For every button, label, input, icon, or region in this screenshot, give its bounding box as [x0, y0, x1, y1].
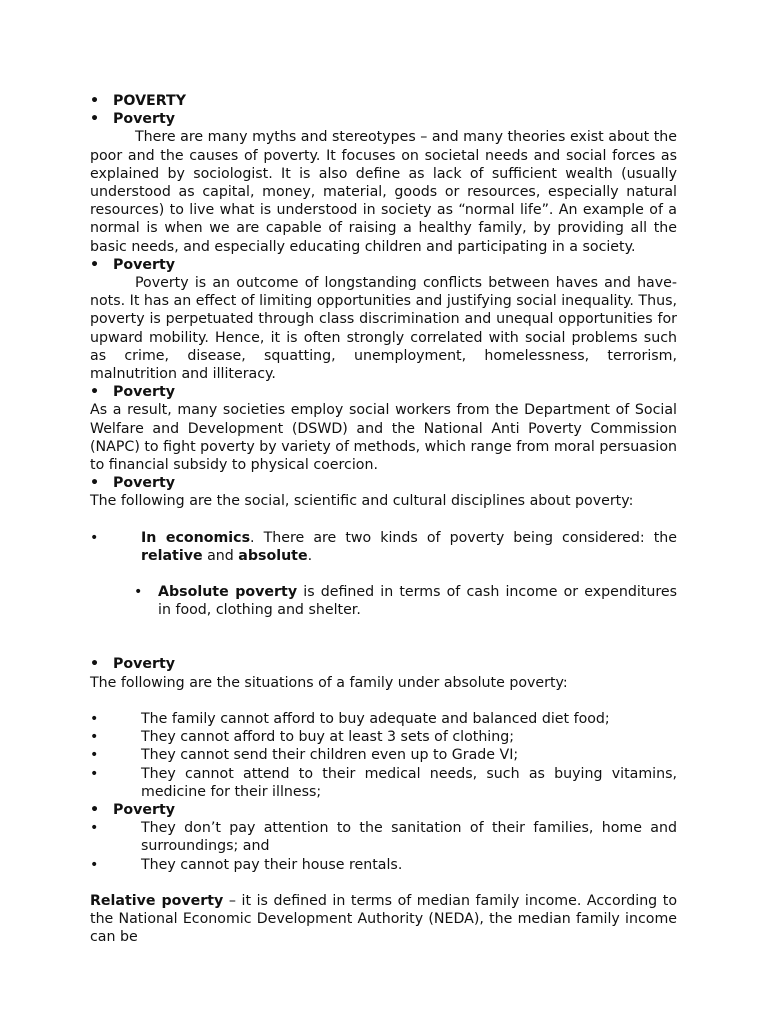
list-item-text: They cannot send their children even up to Grade VI; [141, 747, 519, 764]
bullet: • [90, 747, 99, 764]
heading-poverty-main [90, 92, 677, 110]
relative-poverty-label: Relative poverty [90, 892, 224, 909]
paragraph-outcome: Poverty is an outcome of longstanding conflicts between haves and have-nots. It has an effect of limiting opportunities and justifying social inequality. Thus, poverty is perpetuated through class discrimination and unequal opportunities for upward mobility. Hence, it is often strongly correlated with social problems such as crime, disease, squatting, unemployment, homelessness, terrorism, malnutrition and illiteracy. [90, 275, 677, 383]
heading-poverty-5 [90, 655, 677, 673]
heading-text: Poverty [113, 384, 176, 401]
list-item [90, 819, 677, 855]
bullet: • [90, 256, 100, 273]
list-item-text: The family cannot afford to buy adequate and balanced diet food; [141, 710, 610, 727]
heading-poverty-3 [90, 383, 677, 401]
heading-text: Poverty [113, 111, 176, 128]
heading-poverty-6 [90, 801, 677, 819]
heading-text: POVERTY [113, 93, 186, 109]
absolute-poverty-label: Absolute poverty [158, 584, 298, 601]
bullet: • [90, 656, 100, 673]
heading-text: Poverty [113, 656, 176, 673]
heading-poverty-2 [90, 256, 677, 274]
bullet: • [90, 93, 100, 109]
list-item-text: They cannot attend to their medical needs, such as buying vitamins, medicine for their illness; [141, 765, 677, 800]
bullet: • [90, 710, 99, 727]
list-item [90, 710, 677, 728]
bullet: • [90, 856, 99, 873]
economics-text: . There are two kinds of poverty being considered: the [250, 529, 677, 546]
bullet: • [90, 729, 99, 746]
relative-poverty-text: – it is defined in terms of median family income. According to the National Economic Development Authority (NEDA), the median family income can be [90, 892, 677, 946]
paragraph-social-workers: As a result, many societies employ social workers from the Department of Social Welfare and Development (DSWD) and the National Anti Poverty Commission (NAPC) to fight poverty by variety of methods, which range from moral persuasion to financial subsidy to physical coercion. [90, 402, 677, 474]
relative-term: relative [141, 547, 203, 564]
absolute-term: absolute [238, 547, 308, 564]
paragraph-myths: There are many myths and stereotypes – and many theories exist about the poor and the causes of poverty. It focuses on societal needs and social forces as explained by sociologist. It is also define as lack of sufficient wealth (usually understood as capital, money, material, goods or resources, especially natural resources) to live what is understood in society as “normal life”. An example of a normal is when we are capable of raising a healthy family, by providing all the basic needs, and especially educating children and participating in a society. [90, 129, 677, 255]
heading-text: Poverty [113, 256, 176, 273]
list-item [90, 856, 677, 874]
and-text: and [202, 547, 239, 564]
bullet: • [90, 111, 100, 128]
bullet: • [90, 384, 100, 401]
list-item-text: They cannot afford to buy at least 3 sets of clothing; [141, 729, 515, 746]
bullet: • [90, 801, 100, 818]
sub-item-absolute-poverty [90, 583, 677, 619]
bullet: • [90, 765, 99, 782]
paragraph-situations-intro: The following are the situations of a family under absolute poverty: [90, 674, 568, 691]
heading-poverty-4 [90, 474, 677, 492]
list-item [90, 746, 677, 764]
economics-label: In economics [141, 529, 251, 546]
bullet: • [90, 529, 99, 546]
heading-text: Poverty [113, 801, 176, 818]
paragraph-relative-poverty [90, 892, 677, 947]
list-item [90, 765, 677, 801]
absolute-poverty-text: is defined in terms of cash income or expenditures in food, clothing and shelter. [158, 584, 678, 619]
bullet: • [134, 584, 143, 601]
list-item-text: They cannot pay their house rentals. [141, 856, 403, 873]
period-text: . [307, 547, 313, 564]
list-item [90, 728, 677, 746]
heading-poverty-1 [90, 110, 677, 128]
heading-text: Poverty [113, 475, 176, 492]
list-item-text: They don’t pay attention to the sanitation of their families, home and surroundings; and [141, 820, 677, 855]
document-body [90, 92, 677, 946]
bullet: • [90, 475, 100, 492]
paragraph-disciplines: The following are the social, scientific and cultural disciplines about poverty: [90, 493, 634, 510]
list-item-economics [90, 529, 677, 565]
bullet: • [90, 820, 99, 837]
